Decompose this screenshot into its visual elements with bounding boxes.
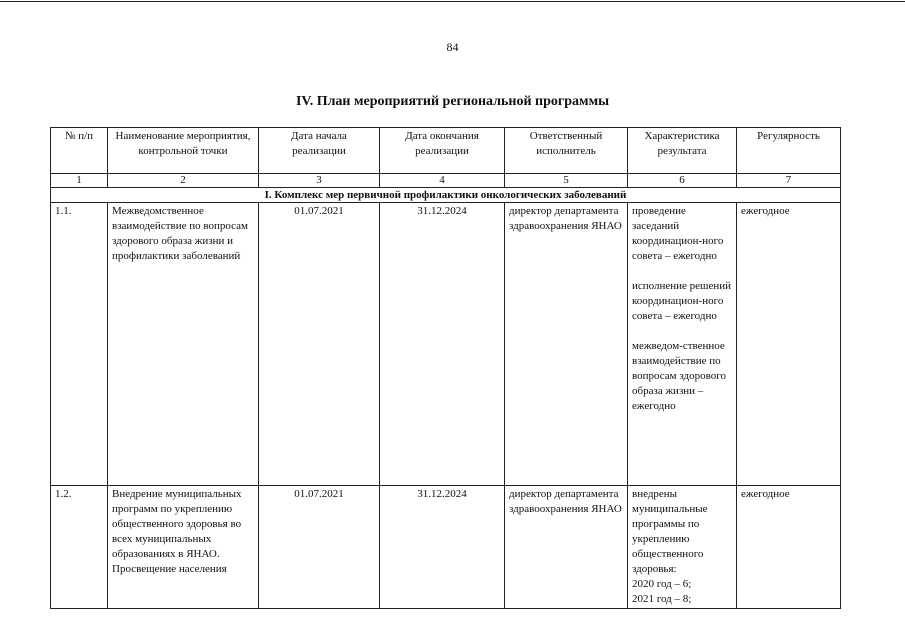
page-number: 84 [446,40,459,54]
header-row [51,128,841,174]
header-activity-name: Наименование мероприятия, контрольной точки [108,128,259,174]
regularity: ежегодное [737,203,841,486]
table-row [51,203,841,486]
result-cell [628,203,737,486]
result-line: 2021 год – 8; [632,593,692,605]
result-line: внедрены муниципальные программы по укреплению общественного здоровья: [632,488,708,575]
column-number: 7 [737,174,841,188]
header-end-date: Дата окончания реализации [380,128,505,174]
start-date: 01.07.2021 [259,203,380,486]
activity-name: Межведомственное взаимодействие по вопросам здорового образа жизни и профилактики заболеваний [108,203,259,486]
column-number: 3 [259,174,380,188]
header-responsible: Ответственный исполнитель [505,128,628,174]
end-date: 31.12.2024 [380,203,505,486]
section-heading: I. Комплекс мер первичной профилактики онкологических заболеваний [51,188,841,203]
start-date: 01.07.2021 [259,486,380,609]
row-number: 1.2. [51,486,108,609]
regularity: ежегодное [737,486,841,609]
column-number-row [51,174,841,188]
result-cell [628,486,737,609]
top-rule [0,1,905,2]
column-number: 1 [51,174,108,188]
result-item: межведом-ственное взаимодействие по вопросам здорового образа жизни – ежегодно [632,340,726,412]
column-number: 2 [108,174,259,188]
header-regularity: Регулярность [737,128,841,174]
activity-plan-table [50,127,841,609]
table-row [51,486,841,609]
responsible: директор департамента здравоохранения ЯНАО [505,203,628,486]
column-number: 6 [628,174,737,188]
end-date: 31.12.2024 [380,486,505,609]
section-heading-row [51,188,841,203]
activity-name: Внедрение муниципальных программ по укреплению общественного здоровья во всех муниципальных образованиях в ЯНАО. Просвещение населения [108,486,259,609]
header-number: № п/п [51,128,108,174]
header-result: Характеристика результата [628,128,737,174]
column-number: 4 [380,174,505,188]
header-start-date: Дата начала реализации [259,128,380,174]
column-number: 5 [505,174,628,188]
responsible: директор департамента здравоохранения ЯНАО [505,486,628,609]
row-number: 1.1. [51,203,108,486]
result-line: 2020 год – 6; [632,578,692,590]
section-title: IV. План мероприятий региональной программы [295,94,610,109]
result-item: исполнение решений координацион-ного совета – ежегодно [632,280,732,322]
result-item: проведение заседаний координацион-ного совета – ежегодно [632,205,724,262]
